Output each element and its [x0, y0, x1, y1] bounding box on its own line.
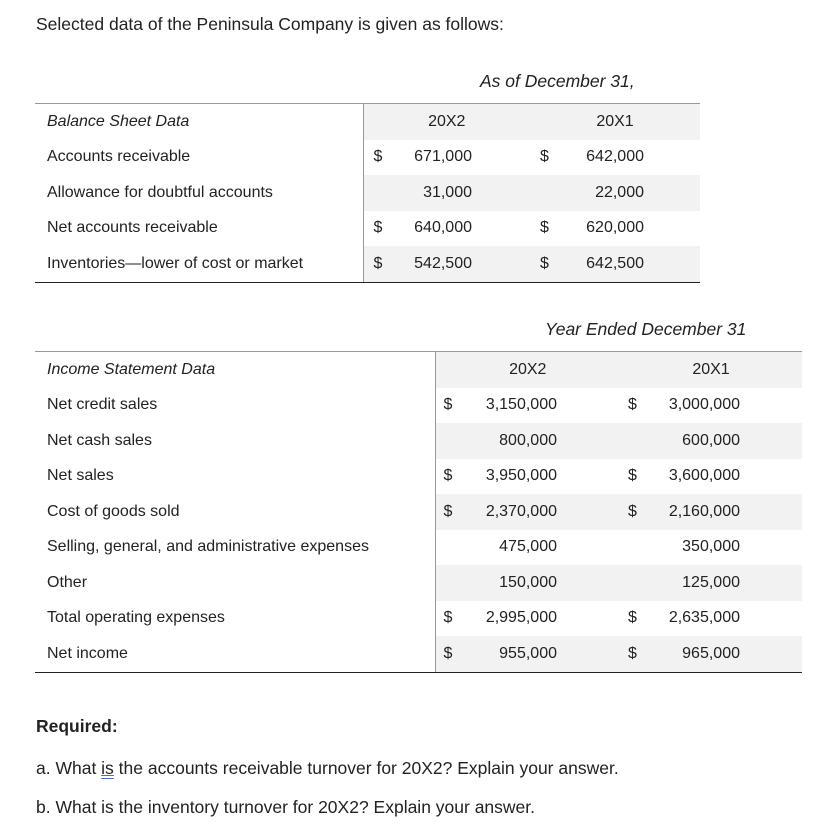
question-b: b. What is the inventory turnover for 20X2? Explain your answer.: [36, 797, 536, 817]
currency-symbol: $: [628, 396, 637, 414]
header-col-20x2: 20X2: [363, 104, 530, 140]
value-cell-20x2: [363, 211, 530, 247]
amount: 2,995,000: [485, 609, 557, 627]
currency-symbol: $: [540, 254, 549, 272]
question-a: [36, 758, 619, 779]
row-label: Net sales: [47, 467, 114, 485]
currency-symbol: $: [373, 219, 383, 237]
header-col-20x2: 20X2: [435, 352, 620, 388]
table-row: [35, 459, 802, 495]
value-cell-20x2: [435, 494, 620, 530]
income-statement-caption: Year Ended December 31: [545, 319, 747, 339]
currency-symbol: $: [628, 467, 637, 485]
amount: 350,000: [682, 538, 740, 556]
value-cell-20x1: [620, 423, 802, 459]
amount: 125,000: [682, 573, 740, 591]
table-row: [35, 636, 802, 672]
value-cell-20x2: [435, 388, 620, 424]
value-cell-20x2: [363, 246, 530, 282]
value-cell-20x2: [435, 423, 620, 459]
currency-symbol: $: [443, 644, 453, 662]
balance-sheet-caption: As of December 31,: [480, 71, 635, 91]
value-cell-20x1: [530, 211, 700, 247]
header-col-20x1: 20X1: [530, 104, 700, 140]
amount: 22,000: [595, 183, 644, 201]
question-a-underlined: is: [101, 758, 114, 778]
currency-symbol: $: [373, 254, 383, 272]
amount: 955,000: [499, 644, 557, 662]
currency-symbol: $: [443, 502, 453, 520]
required-heading: Required:: [36, 716, 118, 736]
value-cell-20x1: [620, 494, 802, 530]
table-header-row: [35, 352, 802, 388]
table-row: [35, 175, 700, 211]
row-label: Other: [47, 573, 88, 591]
currency-symbol: $: [540, 148, 549, 166]
value-cell-20x2: [363, 175, 530, 211]
currency-symbol: $: [628, 609, 637, 627]
table-row: [35, 246, 700, 282]
table-row: [35, 388, 802, 424]
value-cell-20x1: [620, 388, 802, 424]
amount: 31,000: [423, 183, 472, 201]
row-label: Cost of goods sold: [47, 502, 180, 520]
value-cell-20x1: [620, 459, 802, 495]
row-label: Net cash sales: [47, 431, 152, 449]
row-label: Accounts receivable: [47, 148, 191, 166]
amount: 3,950,000: [485, 467, 557, 485]
value-cell-20x2: [363, 140, 530, 176]
amount: 671,000: [414, 148, 472, 166]
amount: 2,635,000: [668, 609, 740, 627]
amount: 2,160,000: [668, 502, 740, 520]
amount: 542,500: [414, 254, 472, 272]
value-cell-20x2: [435, 601, 620, 637]
amount: 642,000: [586, 148, 644, 166]
currency-symbol: $: [373, 148, 383, 166]
value-cell-20x1: [620, 601, 802, 637]
value-cell-20x2: [435, 459, 620, 495]
currency-symbol: $: [628, 502, 637, 520]
amount: 3,150,000: [485, 396, 557, 414]
row-label: Net accounts receivable: [47, 219, 218, 237]
value-cell-20x1: [620, 565, 802, 601]
row-label: Total operating expenses: [47, 609, 225, 627]
balance-sheet-table: [35, 103, 700, 283]
table-row: [35, 140, 700, 176]
header-label: Income Statement Data: [35, 352, 435, 388]
row-label: Inventories—lower of cost or market: [35, 246, 363, 282]
value-cell-20x1: [530, 246, 700, 282]
intro-text: Selected data of the Peninsula Company is given as follows:: [36, 14, 504, 34]
currency-symbol: $: [443, 396, 453, 414]
table-row: [35, 601, 802, 637]
amount: 800,000: [499, 431, 557, 449]
table-row: [35, 494, 802, 530]
amount: 150,000: [499, 573, 557, 591]
currency-symbol: $: [443, 609, 453, 627]
row-label: Selling, general, and administrative expenses: [47, 538, 369, 556]
income-statement-table: [35, 351, 802, 673]
value-cell-20x2: [435, 636, 620, 672]
amount: 3,600,000: [668, 467, 740, 485]
amount: 640,000: [414, 219, 472, 237]
amount: 3,000,000: [668, 396, 740, 414]
table-row: [35, 423, 802, 459]
amount: 965,000: [682, 644, 740, 662]
header-col-20x1: 20X1: [620, 352, 802, 388]
currency-symbol: $: [540, 219, 549, 237]
amount: 600,000: [682, 431, 740, 449]
value-cell-20x2: [435, 565, 620, 601]
amount: 642,500: [586, 254, 644, 272]
value-cell-20x1: [620, 636, 802, 672]
value-cell-20x1: [530, 140, 700, 176]
amount: 620,000: [586, 219, 644, 237]
value-cell-20x1: [530, 175, 700, 211]
table-row: [35, 565, 802, 601]
row-label: Net income: [35, 636, 435, 672]
table-row: [35, 530, 802, 566]
table-row: [35, 211, 700, 247]
amount: 475,000: [499, 538, 557, 556]
row-label: Net credit sales: [47, 396, 158, 414]
value-cell-20x1: [620, 530, 802, 566]
question-a-post: the accounts receivable turnover for 20X2? Explain your answer.: [113, 758, 619, 778]
currency-symbol: $: [443, 467, 453, 485]
header-label: Balance Sheet Data: [35, 104, 363, 140]
value-cell-20x2: [435, 530, 620, 566]
question-a-pre: a. What: [36, 758, 102, 778]
row-label: Allowance for doubtful accounts: [47, 183, 273, 201]
amount: 2,370,000: [485, 502, 557, 520]
currency-symbol: $: [628, 644, 637, 662]
table-header-row: [35, 104, 700, 140]
